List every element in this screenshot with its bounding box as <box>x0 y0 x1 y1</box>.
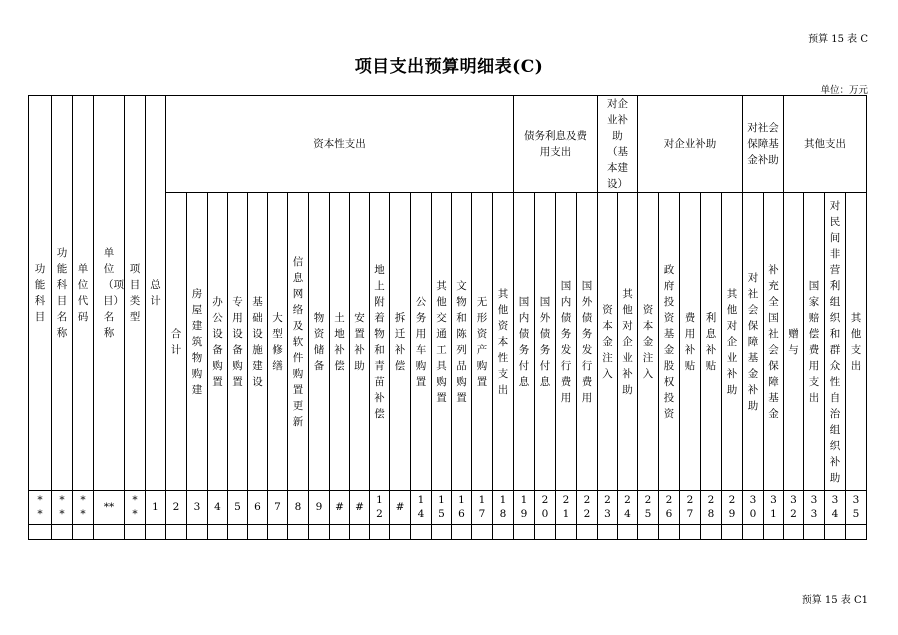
table-cell: 29 <box>722 491 743 525</box>
table-cell <box>846 525 867 540</box>
col-header-sub: 资本金注入 <box>638 193 659 491</box>
table-cell: 8 <box>288 491 309 525</box>
table-cell: 9 <box>309 491 330 525</box>
table-cell: 24 <box>618 491 638 525</box>
table-cell <box>598 525 618 540</box>
col-header-sub: 国内债务付息 <box>514 193 535 491</box>
table-cell <box>370 525 390 540</box>
table-cell: 34 <box>825 491 846 525</box>
table-cell <box>309 525 330 540</box>
table-cell: 15 <box>432 491 452 525</box>
table-cell: 6 <box>248 491 268 525</box>
col-header-sub: 国外债务发行费用 <box>577 193 598 491</box>
table-cell <box>804 525 825 540</box>
col-header-sub: 土地补偿 <box>330 193 350 491</box>
col-header-sub: 对民间非营利组织和群众性自治组织补助 <box>825 193 846 491</box>
col-header-sub: 其他交通工具购置 <box>432 193 452 491</box>
group-corp-capital: 对企业补助（基本建设） <box>598 96 638 193</box>
group-corp: 对企业补助 <box>638 96 743 193</box>
col-header-sub: 无形资产购置 <box>472 193 493 491</box>
table-cell <box>722 525 743 540</box>
table-cell <box>94 525 125 540</box>
table-cell <box>350 525 370 540</box>
table-cell: 27 <box>680 491 701 525</box>
table-cell <box>330 525 350 540</box>
table-cell: 30 <box>743 491 764 525</box>
table-cell: ** <box>29 491 52 525</box>
table-cell <box>125 525 146 540</box>
table-cell: 19 <box>514 491 535 525</box>
col-header-sub: 公务用车购置 <box>411 193 432 491</box>
table-cell <box>29 525 52 540</box>
table-cell: # <box>390 491 411 525</box>
col-header-sub: 合计 <box>166 193 187 491</box>
table-cell: ** <box>52 491 73 525</box>
col-header-sub: 办公设备购置 <box>208 193 228 491</box>
col-header-sub: 其他对企业补助 <box>722 193 743 491</box>
col-header-sub: 信息网络及软件购置更新 <box>288 193 309 491</box>
table-cell <box>390 525 411 540</box>
table-cell <box>514 525 535 540</box>
table-cell <box>73 525 94 540</box>
table-cell <box>493 525 514 540</box>
table-cell: 31 <box>764 491 784 525</box>
table-cell <box>228 525 248 540</box>
col-header-sub: 补充全国社会保障基金 <box>764 193 784 491</box>
table-cell: 2 <box>166 491 187 525</box>
col-header-sub: 对社会保障基金补助 <box>743 193 764 491</box>
col-header-sub: 其他对企业补助 <box>618 193 638 491</box>
table-cell <box>825 525 846 540</box>
table-cell <box>166 525 187 540</box>
table-cell: 14 <box>411 491 432 525</box>
form-code-bottom: 预算 15 表 C1 <box>801 595 868 606</box>
table-row-empty <box>29 525 867 540</box>
table-cell: ** <box>125 491 146 525</box>
table-cell <box>146 525 166 540</box>
table-cell: 4 <box>208 491 228 525</box>
col-header-sub: 地上附着物和青苗补偿 <box>370 193 390 491</box>
table-cell: 26 <box>659 491 680 525</box>
col-header-sub: 其他资本性支出 <box>493 193 514 491</box>
table-cell <box>743 525 764 540</box>
table-cell <box>248 525 268 540</box>
table-cell: 17 <box>472 491 493 525</box>
table-cell: 21 <box>556 491 577 525</box>
col-header-total: 总计 <box>146 96 166 491</box>
col-header-sub: 赠与 <box>784 193 804 491</box>
table-cell: 20 <box>535 491 556 525</box>
col-header-sub: 专用设备购置 <box>228 193 248 491</box>
table-cell: 3 <box>187 491 208 525</box>
table-cell <box>432 525 452 540</box>
table-cell <box>638 525 659 540</box>
table-cell <box>577 525 598 540</box>
group-other: 其他支出 <box>784 96 867 193</box>
table-cell: # <box>330 491 350 525</box>
table-cell: 18 <box>493 491 514 525</box>
table-cell <box>411 525 432 540</box>
table-cell: 22 <box>577 491 598 525</box>
unit-label: 单位：万元 <box>820 85 868 96</box>
col-header-sub: 基础设施建设 <box>248 193 268 491</box>
col-header-sub: 资本金注入 <box>598 193 618 491</box>
col-header-sub: 国家赔偿费用支出 <box>804 193 825 491</box>
col-header-sub: 大型修缮 <box>268 193 288 491</box>
page-title: 项目支出预算明细表(C) <box>354 57 544 77</box>
table-cell <box>472 525 493 540</box>
table-cell: # <box>350 491 370 525</box>
col-header-sub: 物资储备 <box>309 193 330 491</box>
table-cell <box>680 525 701 540</box>
form-code-top: 预算 15 表 C <box>808 34 868 45</box>
table-cell: ** <box>94 491 125 525</box>
table-cell: 5 <box>228 491 248 525</box>
table-cell <box>764 525 784 540</box>
table-cell <box>618 525 638 540</box>
table-cell <box>659 525 680 540</box>
table-cell: 25 <box>638 491 659 525</box>
table-cell: 35 <box>846 491 867 525</box>
col-header-unit-name: 单位（项目）名称 <box>94 96 125 491</box>
table-cell <box>268 525 288 540</box>
table-cell <box>52 525 73 540</box>
table-cell <box>784 525 804 540</box>
table-cell: 1 <box>146 491 166 525</box>
col-header-unit-code: 单位代码 <box>73 96 94 491</box>
col-header-sub: 利息补贴 <box>701 193 722 491</box>
table-cell <box>556 525 577 540</box>
table-cell: 28 <box>701 491 722 525</box>
table-cell: 32 <box>784 491 804 525</box>
col-header-sub: 房屋建筑物购建 <box>187 193 208 491</box>
group-social: 对社会保障基金补助 <box>743 96 784 193</box>
col-header-function-code: 功能科目 <box>29 96 52 491</box>
col-header-sub: 国外债务付息 <box>535 193 556 491</box>
col-header-sub: 国内债务发行费用 <box>556 193 577 491</box>
col-header-project-type: 项目类型 <box>125 96 146 491</box>
group-capital: 资本性支出 <box>166 96 514 193</box>
table-cell <box>452 525 472 540</box>
table-cell <box>701 525 722 540</box>
table-cell: ** <box>73 491 94 525</box>
table-cell <box>288 525 309 540</box>
budget-table <box>28 95 867 540</box>
table-cell: 16 <box>452 491 472 525</box>
table-cell: 12 <box>370 491 390 525</box>
col-header-function-name: 功能科目名称 <box>52 96 73 491</box>
table-cell <box>187 525 208 540</box>
col-header-sub: 政府投资基金股权投资 <box>659 193 680 491</box>
col-header-sub: 费用补贴 <box>680 193 701 491</box>
col-header-sub: 文物和陈列品购置 <box>452 193 472 491</box>
table-cell: 23 <box>598 491 618 525</box>
table-cell: 33 <box>804 491 825 525</box>
group-debt: 债务利息及费用支出 <box>514 96 598 193</box>
col-header-sub: 安置补助 <box>350 193 370 491</box>
table-cell <box>535 525 556 540</box>
table-cell <box>208 525 228 540</box>
col-header-sub: 其他支出 <box>846 193 867 491</box>
table-cell: 7 <box>268 491 288 525</box>
col-header-sub: 拆迁补偿 <box>390 193 411 491</box>
